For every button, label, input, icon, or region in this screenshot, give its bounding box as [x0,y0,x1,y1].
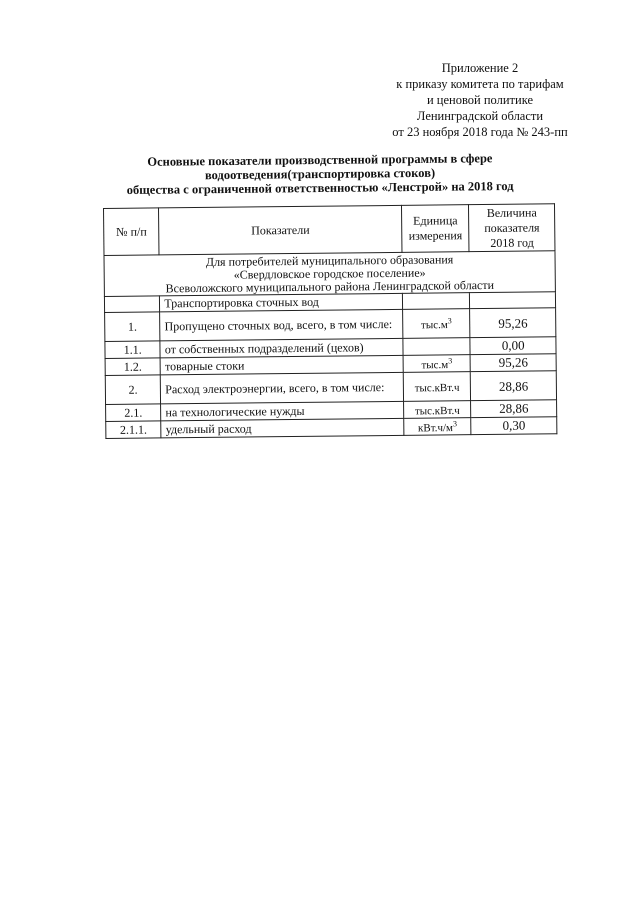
row-value: 28,86 [471,371,557,401]
row-num: 2.1. [106,404,162,422]
appendix-line: и ценовой политике [426,93,534,107]
row-num: 1.2. [105,358,161,376]
row-unit [404,401,472,419]
table-row [106,417,557,439]
section-value-cell [470,292,556,309]
unit-text: кВт.ч/м [417,421,454,435]
row-value: 95,26 [470,354,556,372]
group-line: Всеволожского муниципального района Ленинградской области [165,277,495,295]
row-unit [403,372,471,402]
row-name: товарные стоки [160,355,403,375]
appendix-line: Ленинградской области [416,109,544,123]
row-num: 1.1. [105,341,161,359]
header-indicator: Показатели [159,205,402,255]
row-num: 2.1.1. [106,421,162,439]
row-unit [404,418,472,436]
unit-text: тыс.м [421,358,449,372]
title-line: Основные показатели производственной программы в сфере [147,151,493,169]
table-header-row [104,204,555,256]
row-unit [403,355,471,373]
unit-text: тыс.м [420,319,448,332]
title-line: общества с ограниченной ответственностью «Ленстрой» на 2018 год [126,178,514,198]
group-line: «Свердловское городское поселение» [233,265,426,282]
header-num: № п/п [104,208,160,256]
unit-sup: 3 [447,316,452,326]
unit-sup: 3 [448,356,453,366]
row-name: на технологические нужды [161,401,404,421]
document-title [110,151,530,197]
indicators-table [103,203,557,439]
table-row [105,308,556,342]
row-value: 28,86 [471,400,557,418]
section-title: Транспортировка сточных вод [160,293,403,312]
row-value: 0,30 [471,417,557,435]
group-cell [104,251,555,297]
row-name: от собственных подразделений (цехов) [160,338,403,358]
section-unit-cell [402,293,470,310]
appendix-line: к приказу комитета по тарифам [396,77,564,91]
row-name: удельный расход [161,418,404,438]
unit-text: тыс.кВт.ч [414,382,460,395]
row-unit [403,309,471,339]
row-unit [403,338,471,356]
unit-sup: 3 [452,418,457,429]
header-value: Величина показателя 2018 год [469,204,555,252]
group-line: Для потребителей муниципального образования [205,251,454,269]
appendix-block [380,60,580,140]
header-unit: Единица измерения [401,205,469,253]
appendix-line: Приложение 2 [441,61,519,75]
row-name: Расход электроэнергии, всего, в том числе: [161,372,404,404]
section-num-cell [104,296,160,313]
row-num: 1. [105,312,161,342]
appendix-line: от 23 ноября 2018 года № 243-пп [392,125,568,139]
row-name: Пропущено сточных вод, всего, в том числе: [160,309,403,341]
table-row [105,371,556,405]
unit-text: тыс.кВт.ч [414,404,460,418]
row-value: 95,26 [470,308,556,338]
title-line: водоотведения(транспортировка стоков) [204,165,436,183]
group-row [104,251,555,297]
row-value: 0,00 [470,337,556,355]
row-num: 2. [105,375,161,405]
